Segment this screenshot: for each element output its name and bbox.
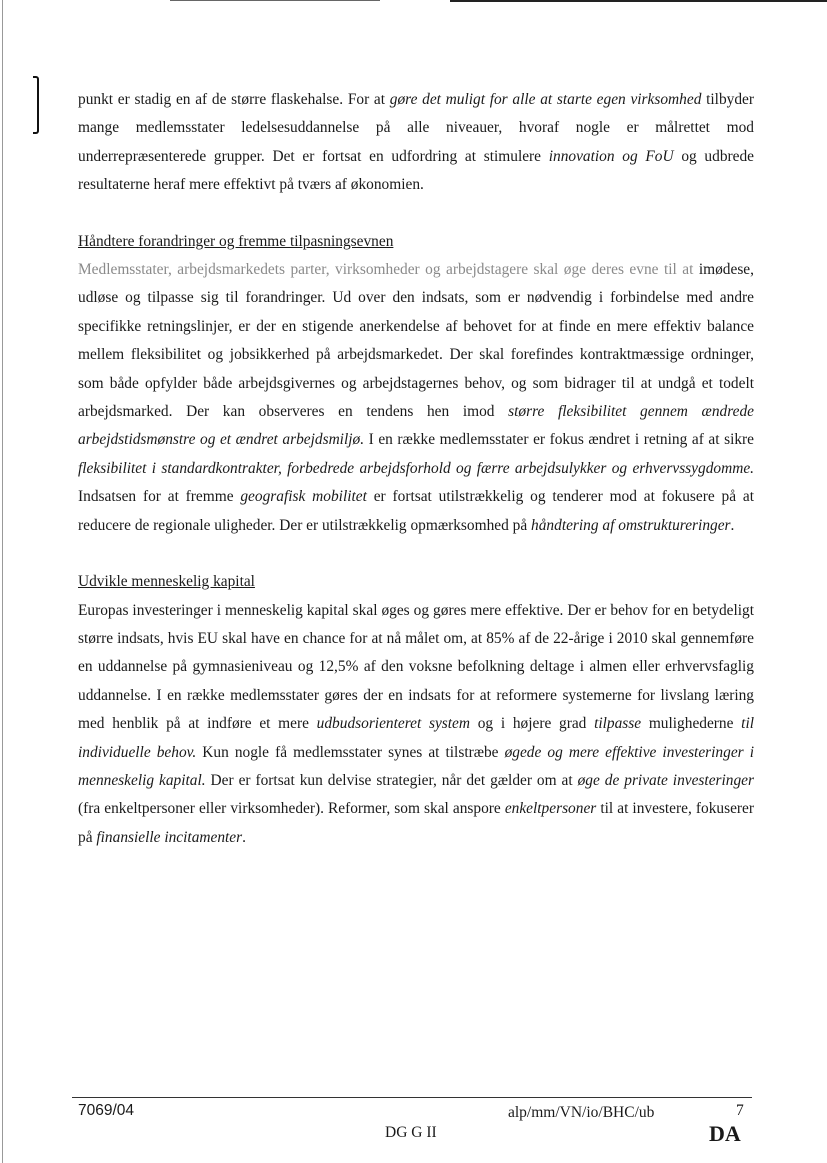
footer-page-number: 7 [736,1102,744,1119]
scan-top-line-left [170,0,380,1]
footer-ref-code: alp/mm/VN/io/BHC/ub [508,1104,655,1121]
footer-doc-number: 7069/04 [78,1102,135,1119]
paragraph-entrepreneurship: punkt er stadig en af de større flaskehalse. For at gøre det muligt for alle at starte egen virksomhed tilbyder mange medlemsstater ledelsesuddannelse på alle niveauer, hvoraf nogle er målrettet mod underrepræsenterede grupper. Det er fortsat en udfordring at stimulere innovation og FoU og udbrede resultaterne heraf mere effektivt på tværs af økonomien. [78,91,755,194]
footer-rule [72,1097,752,1098]
document-body [78,86,754,852]
margin-bracket-mark [33,76,39,134]
heading-adaptability: Håndtere forandringer og fremme tilpasningsevnen [78,232,394,250]
footer-language-code: DA [709,1121,741,1146]
scan-top-line-right [450,0,827,2]
scan-left-edge [2,0,3,1163]
heading-human-capital: Udvikle menneskelig kapital [78,573,255,591]
paragraph-adaptability: Medlemsstater, arbejdsmarkedets parter, virksomheder og arbejdstagere skal øge deres evne til at imødese, udløse og tilpasse sig til forandringer. Ud over den indsats, som er nødvendig i forbindelse med andre specifikke retningslinjer, er der en stigende anerkendelse af behovet for at finde en mere effektiv balance mellem fleksibilitet og jobsikkerhed på arbejdsmarkedet. Der skal forefindes kontraktmæssige ordninger, som både opfylder både arbejdsgivernes og arbejdstagernes behov, og som bidrager til at undgå et todelt arbejdsmarked. Der kan observeres en tendens hen imod større fleksibilitet gennem ændrede arbejdstidsmønstre og et ændret arbejdsmiljø. I en række medlemsstater er fokus ændret i retning af at sikre fleksibilitet i standardkontrakter, forbedrede arbejdsforhold og færre arbejdsulykker og erhvervssygdomme. Indsatsen for at fremme geografisk mobilitet er fortsat utilstrækkelig og tenderer mod at fokusere på at reducere de regionale uligheder. Der er utilstrækkelig opmærksomhed på håndtering af omstruktureringer. [78,261,754,534]
paragraph-human-capital: Europas investeringer i menneskelig kapital skal øges og gøres mere effektive. Der er behov for en betydeligt større indsats, hvis EU skal have en chance for at nå målet om, at 85% af de 22-årige i 2010 skal gennemføre en uddannelse på gymnasieniveau og 12,5% af den voksne befolkning deltage i almen eller erhvervsfaglig uddannelse. I en række medlemsstater gøres der en indsats for at reformere systemerne for livslang læring med henblik på at indføre et mere udbudsorienteret system og i højere grad tilpasse mulighederne til individuelle behov. Kun nogle få medlemsstater synes at tilstræbe øgede og mere effektive investeringer i menneskelig kapital. Der er fortsat kun delvise strategier, når det gælder om at øge de private investeringer (fra enkeltpersoner eller virksomheder). Reformer, som skal anspore enkeltpersoner til at investere, fokuserer på finansielle incitamenter. [78,601,755,846]
footer-directorate: DG G II [385,1124,437,1141]
